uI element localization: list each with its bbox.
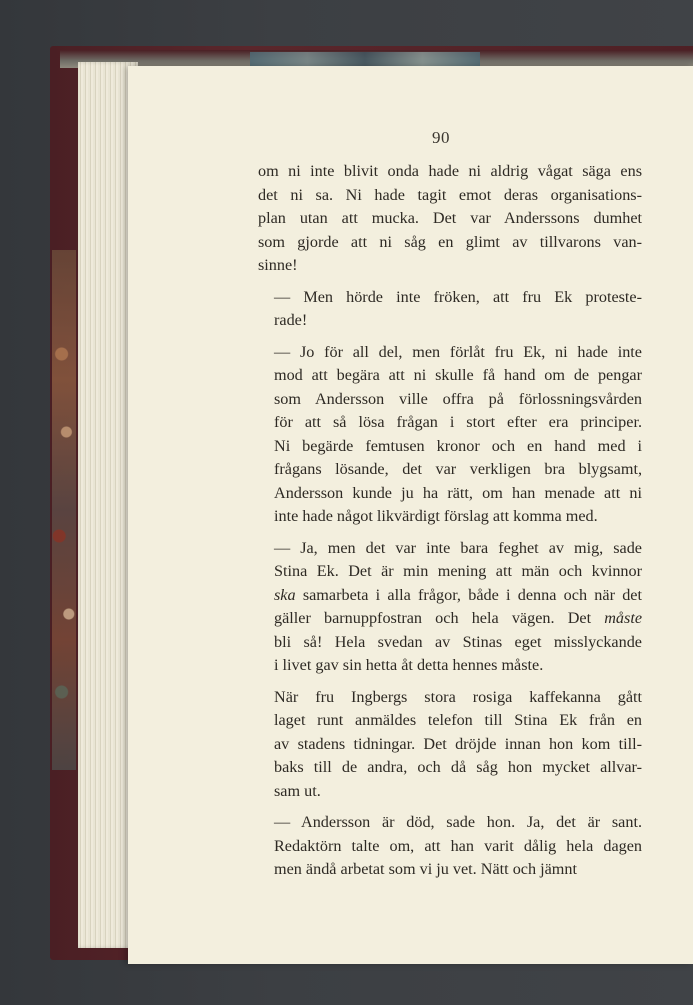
paragraph xyxy=(258,686,642,804)
paragraph xyxy=(258,160,642,278)
paragraph xyxy=(258,811,642,882)
text-line: — Andersson är död, sade hon. Ja, det är sant. xyxy=(274,813,642,831)
body-text xyxy=(258,160,642,890)
text-line: sam ut. xyxy=(274,781,321,800)
text-line: för att så lösa frågan i stort efter era principer. xyxy=(274,413,642,431)
text-line: plan utan att mucka. Det var Anderssons dumhet xyxy=(258,209,642,227)
text-line: Ni begärde femtusen kronor och en hand med i xyxy=(274,436,642,455)
text-line: men ändå arbetat som vi ju vet. Nätt och jämnt xyxy=(274,860,577,878)
paragraph xyxy=(258,341,642,529)
text-line: ska samarbeta i alla frågor, både i denna och när det xyxy=(274,585,642,604)
text-line: inte hade något likvärdigt förslag att komma med. xyxy=(274,507,598,525)
text-line: gäller barnuppfostran och hela vägen. Det måste xyxy=(274,609,642,627)
text-line: rade! xyxy=(274,311,308,329)
paragraph xyxy=(258,537,642,678)
text-line: i livet gav sin hetta åt detta hennes måste. xyxy=(274,656,544,674)
text-line: Stina Ek. Det är min mening att män och kvinnor xyxy=(274,562,642,580)
text-line: bli så! Hela svedan av Stinas eget misslyckande xyxy=(274,632,642,651)
text-line: — Jo för all del, men förlåt fru Ek, ni hade inte xyxy=(274,342,642,361)
text-line: — Men hörde inte fröken, att fru Ek proteste- xyxy=(274,287,642,306)
paragraph xyxy=(258,286,642,333)
text-line: Andersson kunde ju ha rätt, om han menade att ni xyxy=(274,483,642,502)
text-line: laget runt anmäldes telefon till Stina Ek från en xyxy=(274,711,642,729)
marbled-page-edge xyxy=(52,250,76,770)
text-line: När fru Ingbergs stora rosiga kaffekanna gått xyxy=(274,687,642,706)
text-line: som Andersson ville offra på förlossningsvården xyxy=(274,389,642,408)
page-number: 90 xyxy=(432,128,450,147)
text-line: mod att begära att ni skulle få hand om de pengar xyxy=(274,366,642,384)
text-line: baks till de andra, och då såg hon mycket allvar- xyxy=(274,758,642,776)
text-line: frågans lösande, det var verkligen bra blygsamt, xyxy=(274,460,642,478)
text-line: sinne! xyxy=(258,256,298,274)
text-line: det ni sa. Ni hade tagit emot deras organisations- xyxy=(258,185,642,204)
text-line: Redaktörn talte om, att han varit dålig hela dagen xyxy=(274,836,642,855)
marbled-top-edge xyxy=(250,52,480,66)
text-line: som gjorde att ni såg en glimt av tillvarons van- xyxy=(258,232,642,251)
text-line: — Ja, men det var inte bara feghet av mig, sade xyxy=(274,538,642,557)
text-line: av stadens tidningar. Det dröjde innan hon kom till- xyxy=(274,734,642,753)
text-line: om ni inte blivit onda hade ni aldrig vågat säga ens xyxy=(258,162,642,180)
